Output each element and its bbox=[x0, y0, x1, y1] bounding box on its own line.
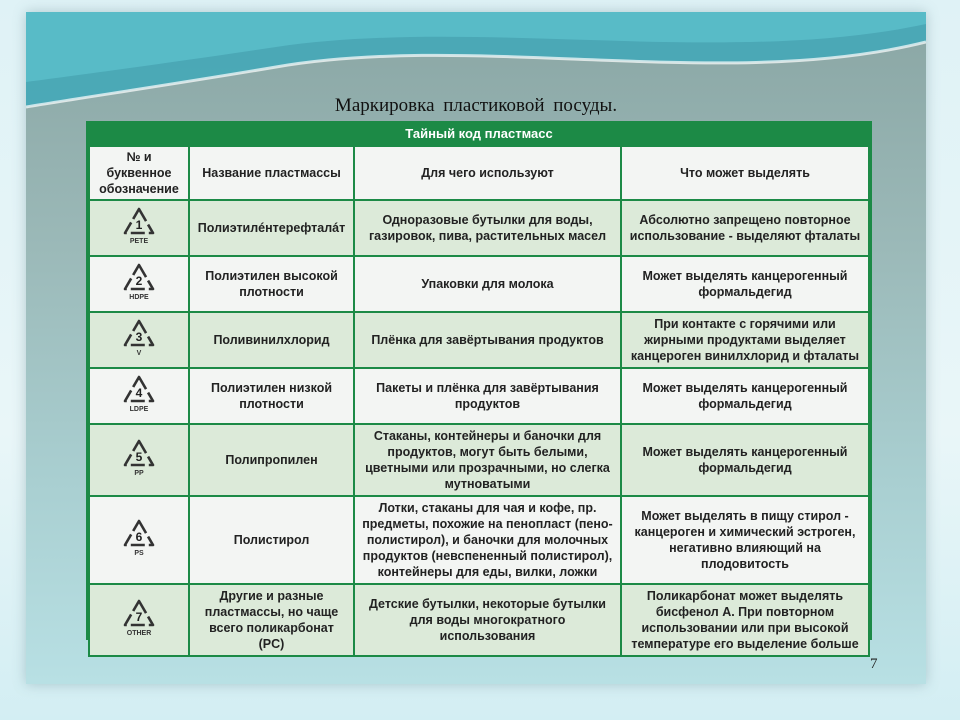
table-caption: Тайный код пластмасс bbox=[88, 123, 870, 145]
usage-text: Детские бутылки, некоторые бутылки для воды многократного использования bbox=[354, 584, 621, 656]
page-number: 7 bbox=[870, 656, 878, 672]
code-cell bbox=[89, 256, 189, 312]
plastic-name: Полиэтилен высокой плотности bbox=[189, 256, 354, 312]
table-row bbox=[89, 200, 869, 256]
code-number: 2 bbox=[135, 274, 143, 288]
code-letters: LDPE bbox=[129, 406, 149, 413]
code-letters: OTHER bbox=[126, 630, 152, 637]
usage-text: Плёнка для завёртывания продуктов bbox=[354, 312, 621, 368]
code-letters: PETE bbox=[129, 238, 149, 245]
code-letters: HDPE bbox=[129, 294, 149, 301]
plastic-name: Полистирол bbox=[189, 496, 354, 584]
recycle-triangle-icon bbox=[122, 206, 156, 236]
emits-text: Может выделять канцерогенный формальдегид bbox=[621, 368, 869, 424]
code-number: 6 bbox=[135, 530, 143, 544]
table-row bbox=[89, 256, 869, 312]
emits-text: Абсолютно запрещено повторное использование - выделяют фталаты bbox=[621, 200, 869, 256]
table-row bbox=[89, 368, 869, 424]
recycle-triangle-icon bbox=[122, 262, 156, 292]
header-name: Название пластмассы bbox=[189, 146, 354, 200]
plastic-name: Полиэтилен низкой плотности bbox=[189, 368, 354, 424]
code-cell bbox=[89, 200, 189, 256]
code-letters: PS bbox=[134, 550, 144, 557]
emits-text: При контакте с горячими или жирными продуктами выделяет канцероген винилхлорид и фталаты bbox=[621, 312, 869, 368]
emits-text: Может выделять в пищу стирол - канцероген и химический эстроген, негативно влияющий на плодовитость bbox=[621, 496, 869, 584]
plastics-table bbox=[86, 121, 872, 651]
table-row bbox=[89, 584, 869, 656]
header-code: № и буквенное обозначение bbox=[89, 146, 189, 200]
code-letters: PP bbox=[134, 470, 144, 477]
usage-text: Одноразовые бутылки для воды, газировок, пива, растительных масел bbox=[354, 200, 621, 256]
plastic-name: Поливинилхлорид bbox=[189, 312, 354, 368]
plastic-name: Полипропилен bbox=[189, 424, 354, 496]
header-emits: Что может выделять bbox=[621, 146, 869, 200]
table-row bbox=[89, 424, 869, 496]
header-row bbox=[89, 146, 869, 200]
code-number: 3 bbox=[135, 330, 143, 344]
usage-text: Стаканы, контейнеры и баночки для продуктов, могут быть белыми, цветными или прозрачными, но слегка мутноватыми bbox=[354, 424, 621, 496]
table-row bbox=[89, 312, 869, 368]
code-number: 4 bbox=[135, 386, 143, 400]
usage-text: Упаковки для молока bbox=[354, 256, 621, 312]
code-cell bbox=[89, 496, 189, 584]
slide-title: Маркировка пластиковой посуды. bbox=[334, 95, 618, 116]
code-cell bbox=[89, 424, 189, 496]
emits-text: Может выделять канцерогенный формальдегид bbox=[621, 256, 869, 312]
recycle-triangle-icon bbox=[122, 518, 156, 548]
header-usage: Для чего используют bbox=[354, 146, 621, 200]
code-number: 7 bbox=[135, 610, 143, 624]
plastic-name: Полиэтилéнтерефталáт bbox=[189, 200, 354, 256]
recycle-triangle-icon bbox=[122, 318, 156, 348]
code-letters: V bbox=[136, 350, 142, 357]
recycle-triangle-icon bbox=[122, 598, 156, 628]
usage-text: Пакеты и плёнка для завёртывания продуктов bbox=[354, 368, 621, 424]
emits-text: Может выделять канцерогенный формальдегид bbox=[621, 424, 869, 496]
plastic-name: Другие и разные пластмассы, но чаще всего поликарбонат (PC) bbox=[189, 584, 354, 656]
code-cell bbox=[89, 584, 189, 656]
code-cell bbox=[89, 368, 189, 424]
plastics-grid bbox=[88, 145, 870, 657]
table-row bbox=[89, 496, 869, 584]
code-cell bbox=[89, 312, 189, 368]
emits-text: Поликарбонат может выделять бисфенол А. При повторном использовании или при высокой температуре его выделение больше bbox=[621, 584, 869, 656]
recycle-triangle-icon bbox=[122, 438, 156, 468]
code-number: 5 bbox=[135, 450, 143, 464]
recycle-triangle-icon bbox=[122, 374, 156, 404]
code-number: 1 bbox=[135, 218, 143, 232]
usage-text: Лотки, стаканы для чая и кофе, пр. предметы, похожие на пенопласт (пено-полистирол), и баночки для молочных продуктов (невспененный полистирол), контейнеры для еды, вилки, ложки bbox=[354, 496, 621, 584]
